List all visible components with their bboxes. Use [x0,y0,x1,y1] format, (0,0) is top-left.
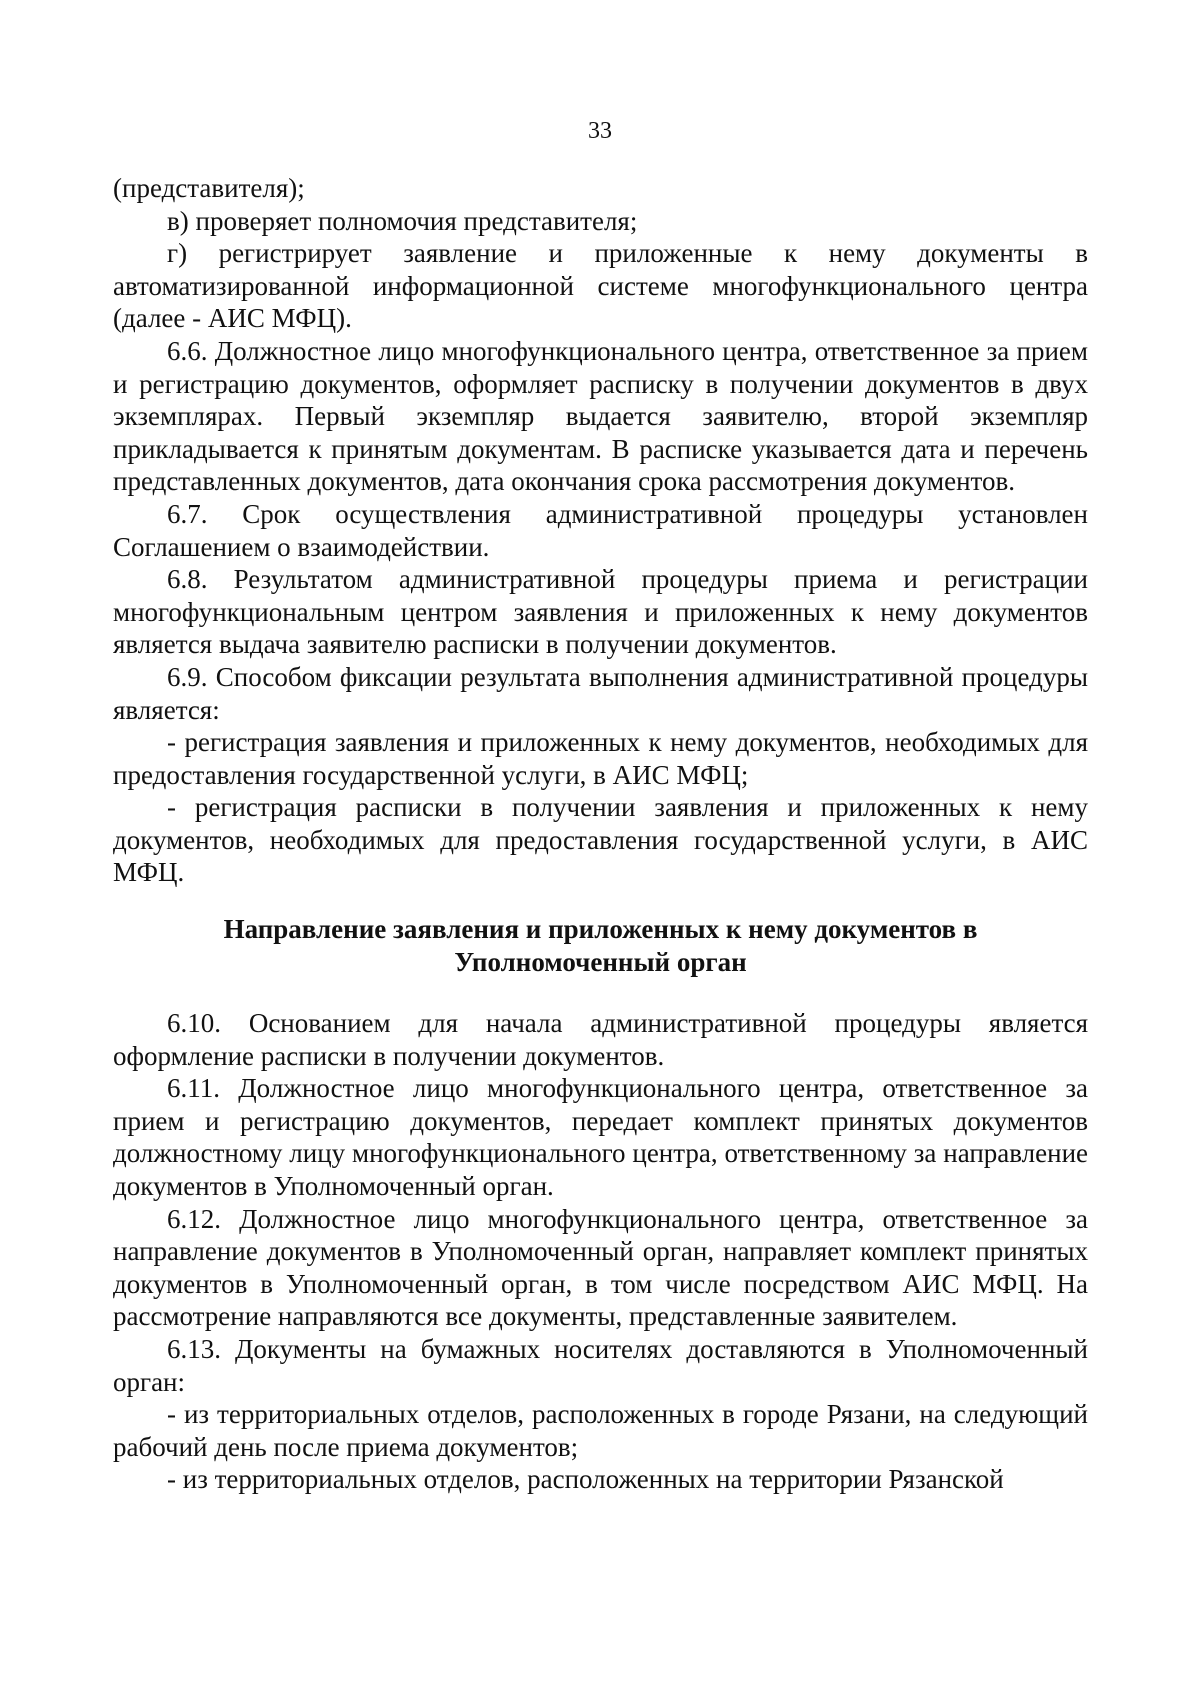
section-heading-line-1: Направление заявления и приложенных к нему документов в [223,914,978,945]
paragraph-bullet-2: - регистрация расписки в получении заявления и приложенных к нему документов, необходимых для предоставления государственной услуги, в АИС МФЦ. [113,792,1088,888]
paragraph-bullet-1: - регистрация заявления и приложенных к нему документов, необходимых для предоставления государственной услуги, в АИС МФЦ; [113,727,1088,790]
document-body [113,172,1088,1496]
paragraph-item-g: г) регистрирует заявление и приложенные к нему документы в автоматизированной информационной системе многофункционального центра (далее - АИС МФЦ). [113,238,1088,334]
paragraph-6-6: 6.6. Должностное лицо многофункционального центра, ответственное за прием и регистрацию документов, оформляет расписку в получении документов в двух экземплярах. Первый экземпляр выдается заявителю, второй экземпляр прикладывается к принятым документам. В расписке указывается дата и перечень представленных документов, дата окончания срока рассмотрения документов. [113,335,1088,497]
paragraph-6-8: 6.8. Результатом административной процедуры приема и регистрации многофункциональным центром заявления и приложенных к нему документов является выдача заявителю расписки в получении документов. [113,564,1088,660]
section-heading [113,889,1088,1007]
paragraph-6-9: 6.9. Способом фиксации результата выполнения административной процедуры является: [113,661,1088,725]
paragraph-6-12: 6.12. Должностное лицо многофункционального центра, ответственное за направление документов в Уполномоченный орган, направляет комплект принятых документов в Уполномоченный орган, в том числе посредством АИС МФЦ. На рассмотрение направляются все документы, представленные заявителем. [113,1203,1088,1332]
paragraph-6-13: 6.13. Документы на бумажных носителях доставляются в Уполномоченный орган: [113,1334,1088,1397]
paragraph-bullet-3: - из территориальных отделов, расположенных в городе Рязани, на следующий рабочий день после приема документов; [113,1399,1088,1462]
paragraph-6-10: 6.10. Основанием для начала административной процедуры является оформление расписки в получении документов. [113,1008,1088,1071]
paragraph-6-11: 6.11. Должностное лицо многофункционального центра, ответственное за прием и регистрацию документов, передает комплект принятых документов должностному лицу многофункционального центра, ответственному за направление документов в Уполномоченный орган. [113,1073,1088,1202]
section-heading-line-2: Уполномоченный орган [454,947,747,978]
paragraph-6-7: 6.7. Срок осуществления административной процедуры установлен Соглашением о взаимодействии. [113,498,1088,562]
paragraph-item-v: в) проверяет полномочия представителя; [167,205,638,236]
page-number: 33 [588,118,612,144]
paragraph-bullet-4: - из территориальных отделов, расположенных на территории Рязанской [167,1464,1004,1495]
paragraph-representative: (представителя); [113,173,305,203]
